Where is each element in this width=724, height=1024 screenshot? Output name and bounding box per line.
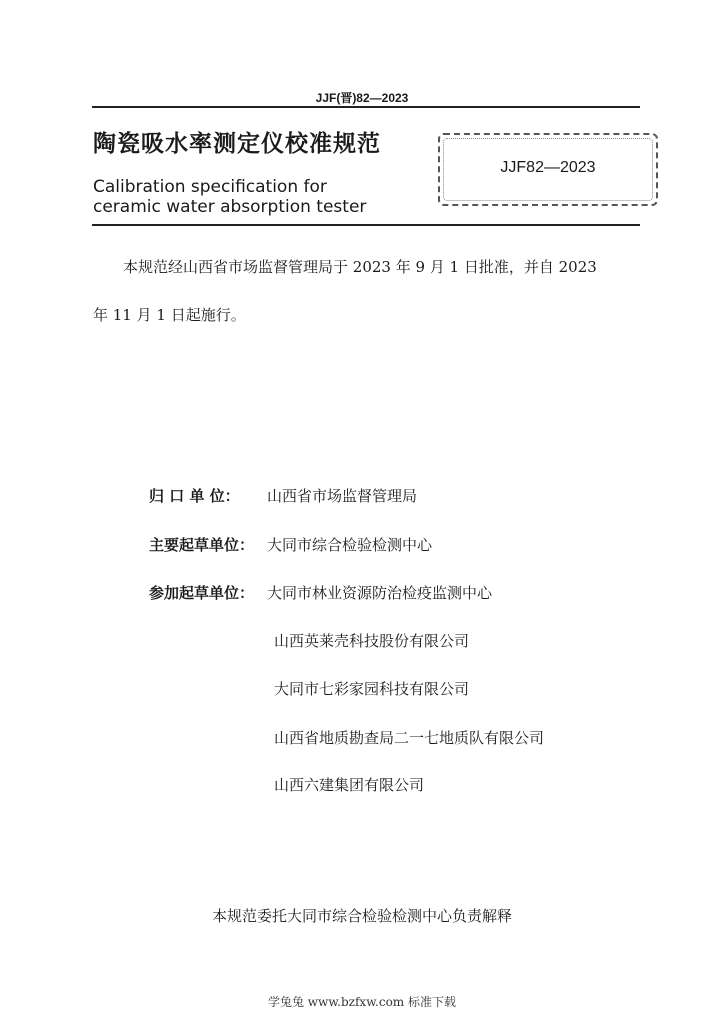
- responsible-unit-label: 归 口 单 位：: [149, 487, 240, 505]
- running-header-code: JJF(晋)82—2023: [315, 91, 409, 105]
- participant-item: 大同市七彩家园科技有限公司: [274, 680, 470, 698]
- participant-item: 山西英莱壳科技股份有限公司: [274, 632, 470, 650]
- participants-row: [149, 582, 492, 603]
- participant-item: 山西六建集团有限公司: [274, 776, 425, 794]
- responsible-unit-value: 山西省市场监督管理局: [267, 487, 418, 505]
- participant-item: 山西省地质勘查局二一七地质队有限公司: [274, 729, 545, 747]
- responsible-unit-row: [149, 485, 417, 506]
- participant-item: 大同市林业资源防治检疫监测中心: [267, 584, 493, 602]
- watermark-text: 学兔兔 www.bzfxw.com 标准下载: [267, 995, 457, 1009]
- interpretation-note: 本规范委托大同市综合检验检测中心负责解释: [211, 907, 512, 925]
- main-drafter-row: [149, 534, 432, 555]
- title-chinese: 陶瓷吸水率测定仪校准规范: [93, 131, 381, 157]
- approval-text-line-2: 年 11 月 1 日起施行。: [93, 306, 246, 324]
- title-rule: [92, 224, 640, 226]
- main-drafter-value: 大同市综合检验检测中心: [267, 536, 433, 554]
- title-english-line-1: Calibration specification for: [93, 177, 327, 197]
- main-drafter-label: 主要起草单位：: [149, 536, 255, 554]
- title-english: [93, 177, 366, 217]
- participants-label: 参加起草单位：: [149, 584, 255, 602]
- specification-code: JJF82—2023: [500, 159, 596, 176]
- approval-text-line-1: 本规范经山西省市场监督管理局于 2023 年 9 月 1 日批准，并自 2023: [123, 258, 597, 276]
- header-rule: [92, 106, 640, 108]
- title-english-line-2: ceramic water absorption tester: [93, 197, 367, 217]
